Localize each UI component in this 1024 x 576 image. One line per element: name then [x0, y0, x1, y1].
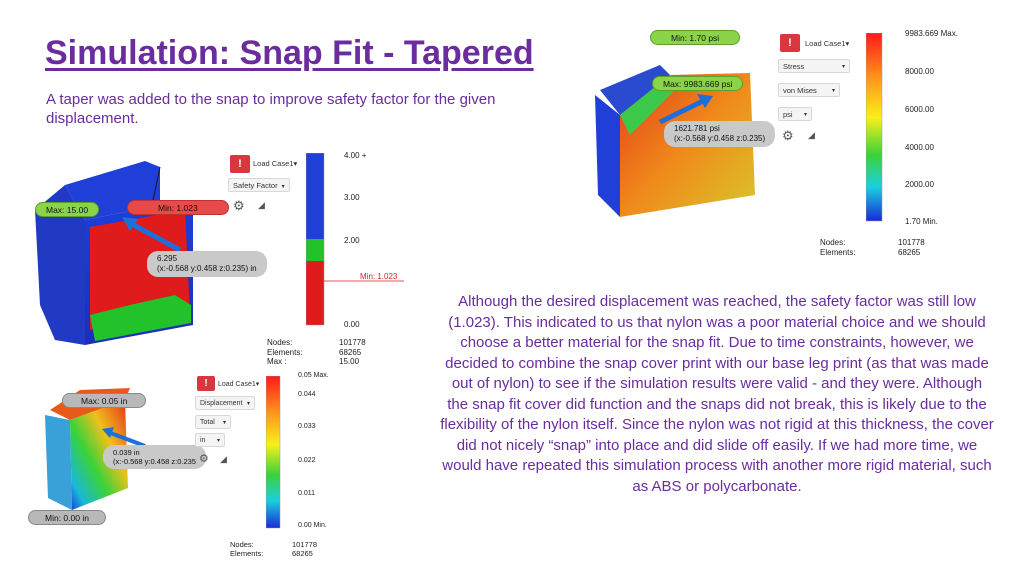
load-case-dropdown[interactable]: Load Case1▾ — [218, 381, 260, 388]
legend-label: 0.044 — [298, 391, 316, 398]
legend-label: 0.022 — [298, 457, 316, 464]
units-dropdown[interactable]: in ▾ — [195, 433, 225, 447]
legend-label-bottom: 0.00 — [344, 320, 360, 329]
legend-label-bottom: 0.00 Min. — [298, 522, 327, 529]
max-value-pill: Max: 9983.669 psi — [652, 76, 743, 91]
component-dropdown[interactable]: Total ▾ — [195, 415, 231, 429]
displacement-legend — [266, 376, 282, 530]
result-type-dropdown[interactable]: Stress ▾ — [778, 59, 850, 73]
legend-min-marker: Min: 1.023 — [360, 272, 398, 281]
triangle-icon[interactable]: ◢ — [220, 454, 227, 464]
legend-label: 0.033 — [298, 423, 316, 430]
legend-label-top: 4.00 + — [344, 151, 367, 160]
legend-label-bottom: 1.70 Min. — [905, 217, 938, 226]
triangle-icon[interactable]: ◢ — [808, 130, 815, 140]
result-type-dropdown[interactable]: Safety Factor ▾ — [228, 178, 290, 192]
component-dropdown[interactable]: von Mises ▾ — [778, 83, 840, 97]
gear-icon[interactable]: ⚙ — [199, 453, 209, 465]
conclusion-paragraph: Although the desired displacement was reached, the safety factor was still low (1.023). This indicated to us that nylon was a poor material choice and we should choose a better material for the snap fit. Due to time constraints, however, we decided to combine the snap cover print with our base leg print (as that was made out of nylon) to see if the simulation results were valid - and they were. Although the snap fit cover did function and the snaps did not break, this is likely due to the flexibility of the nylon itself. Since the nylon was not rigid at this thickness, the cover did not nicely “snap” into place and did slide off easily. If we had more time, we would have repeated this simulation process with another more rigid material, such as ABS or polycarbonate. — [440, 293, 994, 495]
probe-value: 0.039 in — [113, 448, 140, 457]
min-value-pill: Min: 0.00 in — [28, 510, 106, 525]
probe-coordinates: (x:-0.568 y:0.458 z:0.235) — [674, 134, 766, 143]
legend-label: 2000.00 — [905, 180, 934, 189]
legend-label: 0.011 — [298, 490, 315, 497]
mesh-stats: Nodes: 101778 Elements: 68265 — [230, 540, 318, 558]
probe-coordinates: (x:-0.568 y:0.458 z:0.235 — [113, 457, 196, 466]
max-value-pill: Max: 0.05 in — [62, 393, 146, 408]
legend-label: 2.00 — [344, 236, 360, 245]
alert-icon[interactable]: ! — [780, 34, 800, 52]
alert-icon[interactable]: ! — [197, 376, 215, 391]
stress-legend — [866, 33, 886, 223]
gear-icon[interactable]: ⚙ — [782, 128, 794, 143]
legend-label-top: 0.05 Max. — [298, 372, 329, 379]
slide-subtitle: A taper was added to the snap to improve safety factor for the given displacement. — [46, 91, 496, 127]
probe-readout — [103, 445, 206, 469]
gear-icon[interactable]: ⚙ — [233, 198, 245, 213]
legend-label: 3.00 — [344, 193, 360, 202]
legend-label: 4000.00 — [905, 143, 934, 152]
legend-label: 6000.00 — [905, 105, 934, 114]
probe-readout — [147, 251, 267, 277]
probe-value: 6.295 — [157, 254, 178, 263]
min-value-pill: Min: 1.70 psi — [650, 30, 740, 45]
probe-coordinates: (x:-0.568 y:0.458 z:0.235) in — [157, 264, 257, 273]
max-value-pill: Max: 15.00 — [35, 202, 99, 217]
units-dropdown[interactable]: psi ▾ — [778, 107, 812, 121]
load-case-dropdown[interactable]: Load Case1▾ — [805, 39, 850, 48]
load-case-dropdown[interactable]: Load Case1▾ — [253, 159, 298, 168]
mesh-stats: Nodes: 101778 Elements: 68265 — [820, 238, 925, 257]
legend-label: 8000.00 — [905, 67, 934, 76]
legend-label-top: 9983.669 Max. — [905, 29, 958, 38]
mesh-stats: Nodes: 101778 Elements: 68265 Max : 15.00 — [267, 338, 366, 366]
min-value-pill: Min: 1.023 — [127, 200, 229, 215]
alert-icon[interactable]: ! — [230, 155, 250, 173]
result-type-dropdown[interactable]: Displacement ▾ — [195, 396, 255, 410]
slide-title: Simulation: Snap Fit - Tapered — [45, 34, 534, 72]
probe-arrow-icon — [120, 215, 190, 255]
probe-readout — [664, 121, 775, 147]
triangle-icon[interactable]: ◢ — [258, 200, 265, 210]
probe-value: 1621.781 psi — [674, 124, 720, 133]
